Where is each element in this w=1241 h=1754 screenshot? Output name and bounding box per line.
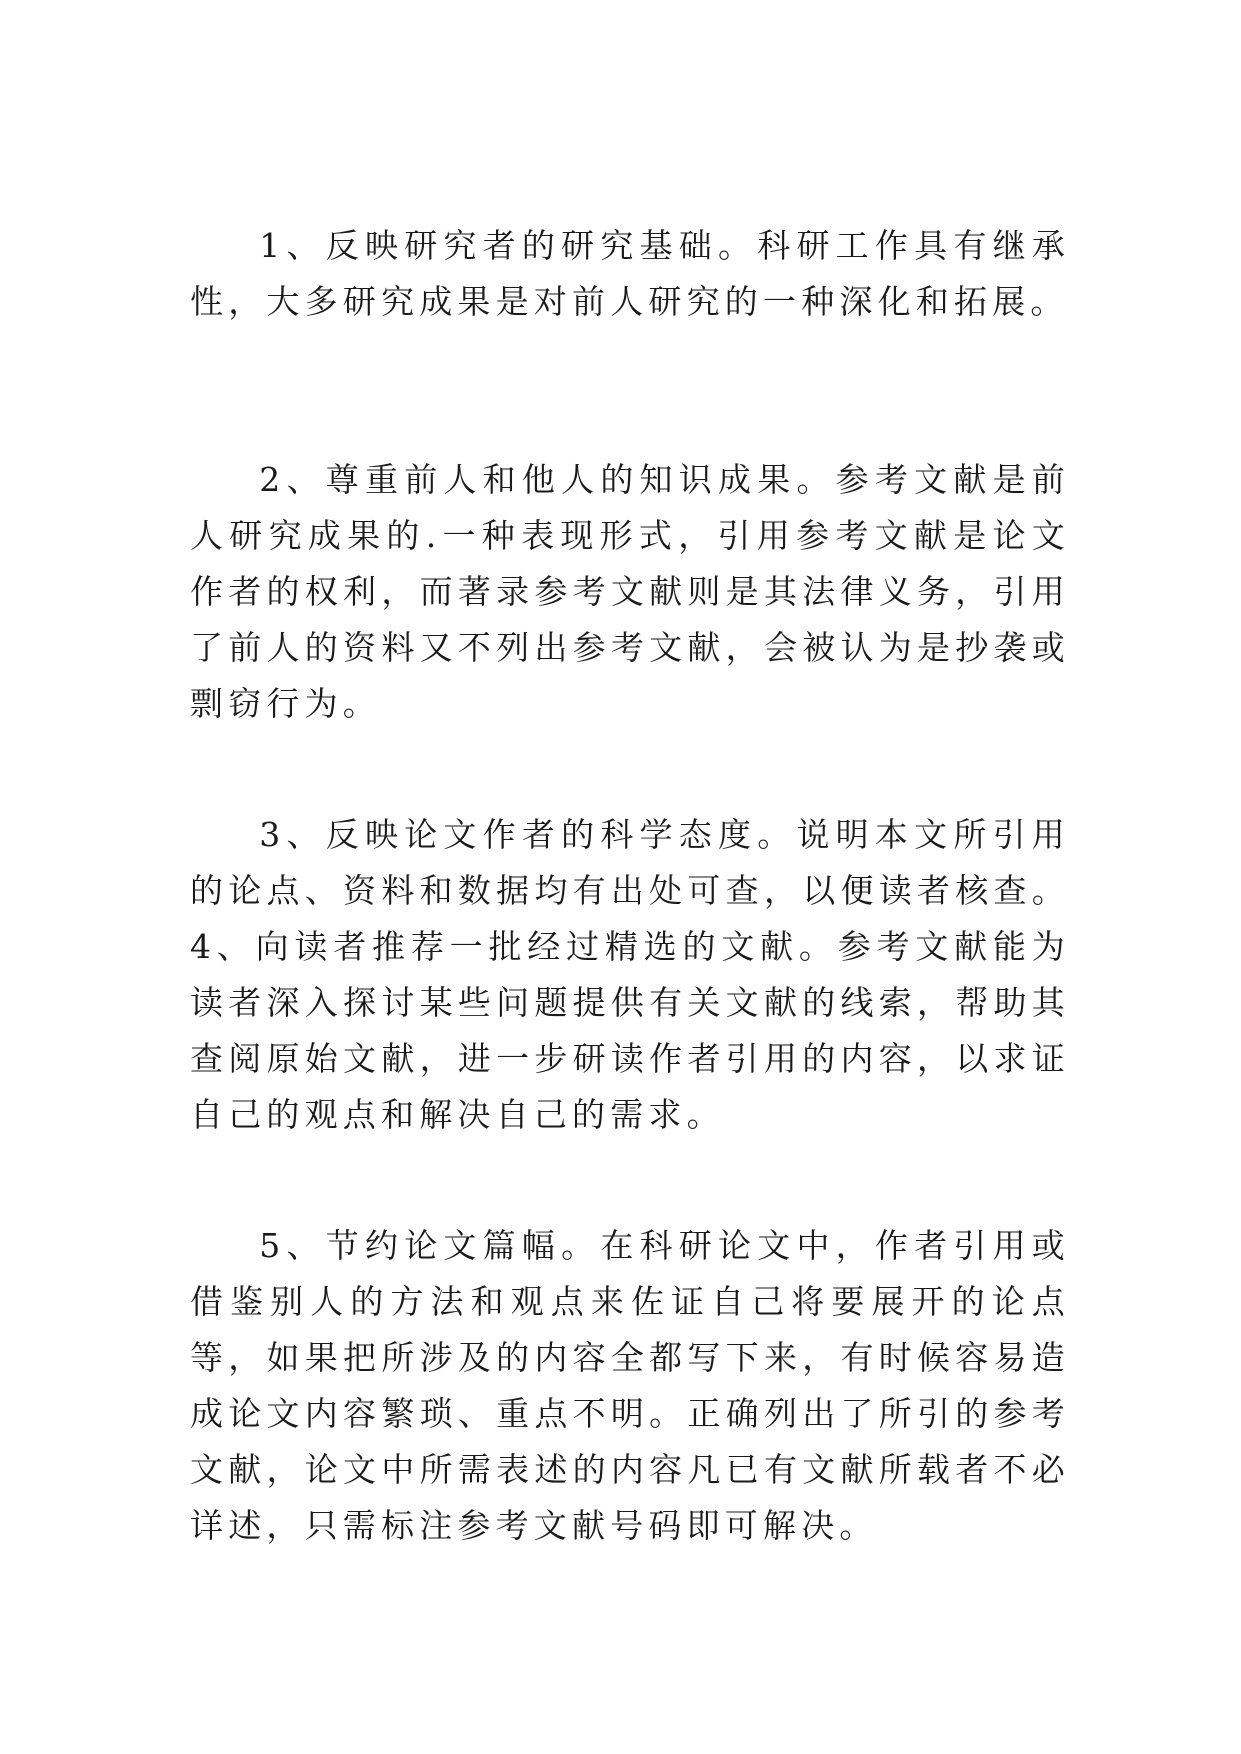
paragraph-2: 2、尊重前人和他人的知识成果。参考文献是前人研究成果的.一种表现形式，引用参考文献是论文作者的权利，而著录参考文献则是其法律义务，引用了前人的资料又不列出参考文献，会被认为是抄袭或剽窃行为。: [190, 460, 1070, 723]
paragraph-3: 3、反映论文作者的科学态度。说明本文所引用的论点、资料和数据均有出处可查，以便读者核查。 4、向读者推荐一批经过精选的文献。参考文献能为读者深入探讨某些问题提供有关文献的线索，帮助其查阅原始文献，进一步研读作者引用的内容，以求证自己的观点和解决自己的需求。: [190, 815, 1070, 1134]
paragraph-4: 5、节约论文篇幅。在科研论文中，作者引用或借鉴别人的方法和观点来佐证自己将要展开的论点等，如果把所涉及的内容全都写下来，有时候容易造成论文内容繁琐、重点不明。正确列出了所引的参考文献，论文中所需表述的内容凡已有文献所载者不必详述，只需标注参考文献号码即可解决。: [190, 1226, 1070, 1545]
paragraph-1: 1、反映研究者的研究基础。科研工作具有继承性，大多研究成果是对前人研究的一种深化和拓展。: [190, 226, 1070, 321]
